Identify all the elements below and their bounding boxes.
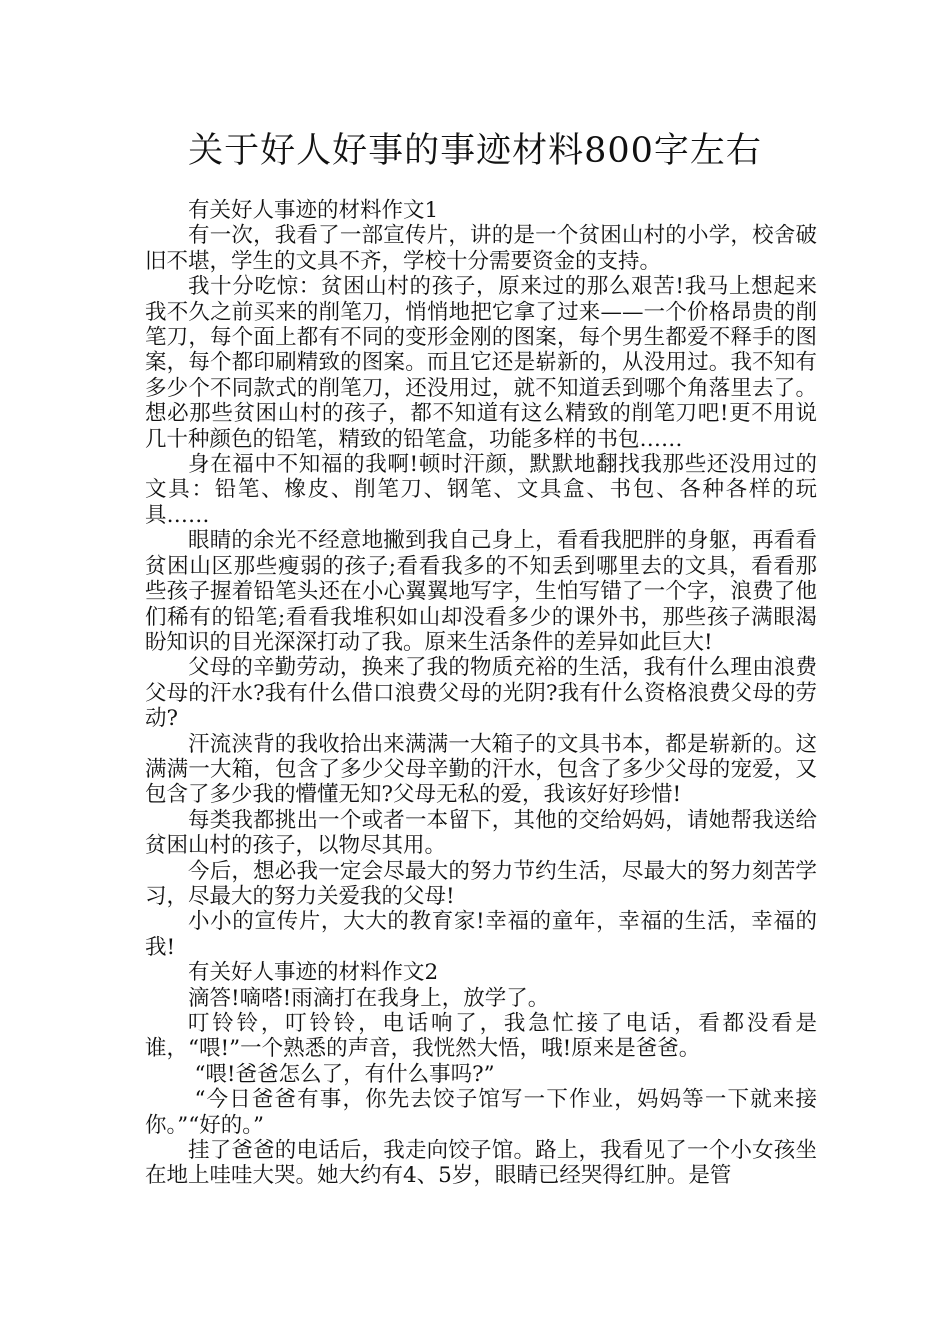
paragraph: 我十分吃惊：贫困山村的孩子，原来过的那么艰苦!我马上想起来我不久之前买来的削笔刀，悄悄地把它拿了过来——一个价格昂贵的削笔刀，每个面上都有不同的变形金刚的图案，每个男生都爱不释手的图案，每个都印刷精致的图案。而且它还是崭新的，从没用过。我不知有多少个不同款式的削笔刀，还没用过，就不知道丢到哪个角落里去了。想必那些贫困山村的孩子，都不知道有这么精致的削笔刀吧!更不用说几十种颜色的铅笔，精致的铅笔盒，功能多样的书包…… xyxy=(145,274,817,452)
paragraph: 每类我都挑出一个或者一本留下，其他的交给妈妈，请她帮我送给贫困山村的孩子，以物尽其用。 xyxy=(145,807,817,859)
section-heading: 有关好人事迹的材料作文2 xyxy=(188,960,439,986)
paragraph: 眼睛的余光不经意地撇到我自己身上，看看我肥胖的身躯，再看看贫困山区那些瘦弱的孩子;看看我多的不知丢到哪里去的文具，看看那些孩子握着铅笔头还在小心翼翼地写字，生怕写错了一个字，浪费了他们稀有的铅笔;看看我堆积如山却没看多少的课外书，那些孩子满眼渴盼知识的目光深深打动了我。原来生活条件的差异如此巨大! xyxy=(145,528,817,655)
paragraph: “喂!爸爸怎么了，有什么事吗?” xyxy=(194,1061,495,1087)
paragraph: “今日爸爸有事，你先去饺子馆写一下作业，妈妈等一下就来接你。”“好的。” xyxy=(145,1087,817,1138)
document-title: 关于好人好事的事迹材料800字左右 xyxy=(188,131,762,171)
section-heading: 有关好人事迹的材料作文1 xyxy=(188,198,439,223)
paragraph: 叮铃铃，叮铃铃，电话响了，我急忙接了电话，看都没看是谁，“喂!”一个熟悉的声音，我恍然大悟，哦!原来是爸爸。 xyxy=(145,1011,817,1062)
paragraph: 身在福中不知福的我啊!顿时汗颜，默默地翻找我那些还没用过的文具：铅笔、橡皮、削笔刀、钢笔、文具盒、书包、各种各样的玩具…… xyxy=(145,452,817,528)
paragraph: 今后，想必我一定会尽最大的努力节约生活，尽最大的努力刻苦学习，尽最大的努力关爱我的父母! xyxy=(145,858,817,909)
paragraph: 有一次，我看了一部宣传片，讲的是一个贫困山村的小学，校舍破旧不堪，学生的文具不齐，学校十分需要资金的支持。 xyxy=(145,223,817,274)
paragraph: 挂了爸爸的电话后，我走向饺子馆。路上，我看见了一个小女孩坐在地上哇哇大哭。她大约有4、5岁，眼睛已经哭得红肿。是管 xyxy=(145,1138,817,1189)
paragraph: 滴答!嘀嗒!雨滴打在我身上，放学了。 xyxy=(188,985,550,1011)
paragraph: 汗流浃背的我收拾出来满满一大箱子的文具书本，都是崭新的。这满满一大箱，包含了多少父母辛勤的汗水，包含了多少父母的宠爱，又包含了多少我的懵懂无知?父母无私的爱，我该好好珍惜! xyxy=(145,731,817,808)
paragraph: 父母的辛勤劳动，换来了我的物质充裕的生活，我有什么理由浪费父母的汗水?我有什么借口浪费父母的光阴?我有什么资格浪费父母的劳动? xyxy=(145,655,817,732)
document-body xyxy=(145,198,817,1189)
paragraph: 小小的宣传片，大大的教育家!幸福的童年，幸福的生活，幸福的我! xyxy=(145,909,817,960)
